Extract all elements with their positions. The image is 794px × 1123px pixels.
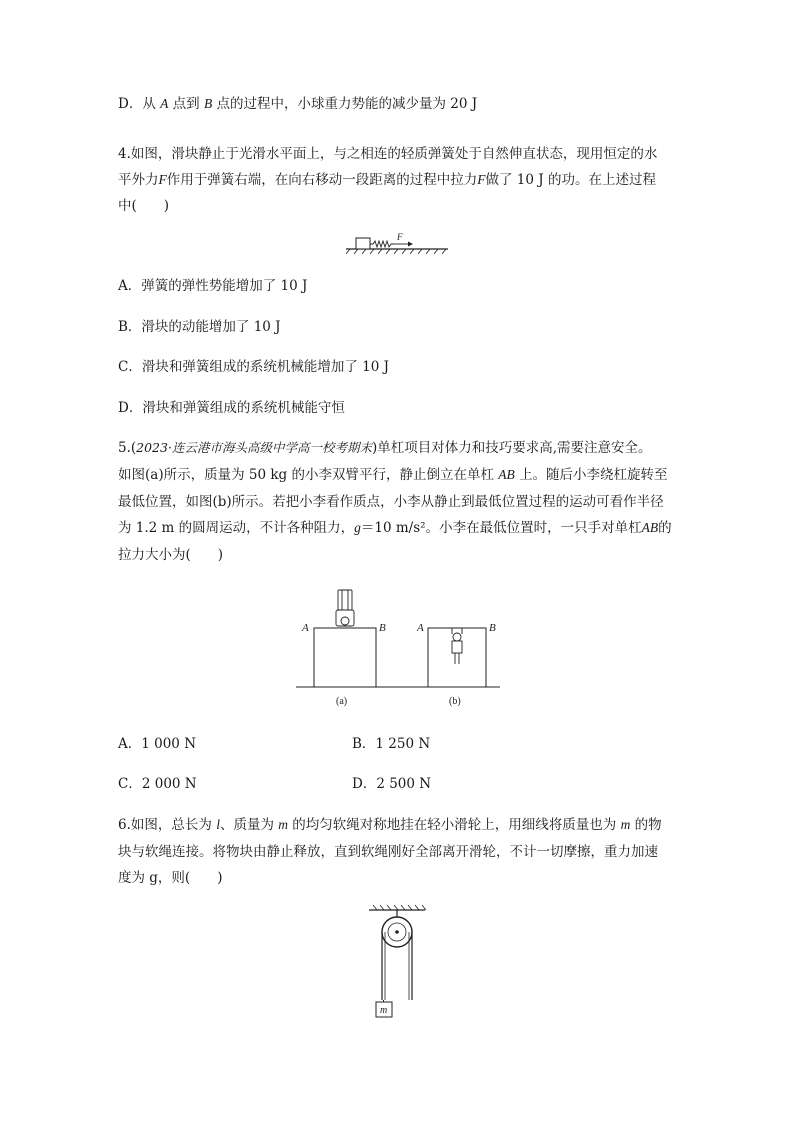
q5-stem-line-4: 为 1.2 m 的圆周运动，不计各种阻力，g＝10 m/s²。小李在最低位置时，一只手对单杠AB的 bbox=[118, 520, 672, 536]
fig-b-label-b: B bbox=[489, 622, 496, 634]
q4-force-label: F bbox=[397, 232, 403, 242]
fig-a-caption: (a) bbox=[336, 696, 348, 707]
q5-stem-line-5: 拉力大小为( ) bbox=[118, 547, 224, 563]
person-hanging-icon bbox=[452, 628, 462, 664]
q6-mass-label: m bbox=[380, 1005, 388, 1016]
fig-a-label-a: A bbox=[302, 622, 309, 634]
q4-option-b: B．滑块的动能增加了 10 J bbox=[118, 319, 281, 335]
q5-option-a: A．1 000 N bbox=[118, 736, 197, 752]
q4-option-d: D．滑块和弹簧组成的系统机械能守恒 bbox=[118, 400, 345, 416]
q6-figure-pulley bbox=[365, 905, 430, 1020]
q5-stem-line-1: 5.(2023·连云港市海头高级中学高一校考期末)单杠项目对体力和技巧要求高,需要注意安全。 bbox=[118, 440, 652, 456]
q5-option-c: C．2 000 N bbox=[118, 776, 197, 792]
q5-option-b: B．1 250 N bbox=[352, 736, 431, 752]
person-inverted-icon bbox=[336, 590, 354, 626]
q5-option-d: D．2 500 N bbox=[352, 776, 432, 792]
q5-stem-line-3: 最低位置，如图(b)所示。若把小李看作质点，小李从静止到最低位置过程的运动可看作半径 bbox=[118, 494, 664, 510]
fig-a-label-b: B bbox=[379, 622, 386, 634]
q5-figure-horizontal-bar bbox=[290, 588, 505, 710]
q4-stem-line-2: 平外力F作用于弹簧右端，在向右移动一段距离的过程中拉力F做了 10 J 的功。在上述过程 bbox=[118, 172, 656, 188]
q4-option-c: C．滑块和弹簧组成的系统机械能增加了 10 J bbox=[118, 359, 390, 375]
q6-stem-line-3: 度为 g，则( ) bbox=[118, 870, 223, 886]
q4-figure-spring-block bbox=[340, 228, 450, 258]
fig-b-caption: (b) bbox=[449, 696, 461, 707]
q6-stem-line-1: 6.如图，总长为 l、质量为 m 的均匀软绳对称地挂在轻小滑轮上，用细线将质量也为 m 的物 bbox=[118, 817, 662, 833]
q4-option-a: A．弹簧的弹性势能增加了 10 J bbox=[118, 278, 308, 294]
prev-option-d: D．从 A 点到 B 点的过程中，小球重力势能的减少量为 20 J bbox=[118, 96, 478, 112]
q4-stem-line-1: 4.如图，滑块静止于光滑水平面上，与之相连的轻质弹簧处于自然伸直状态，现用恒定的水 bbox=[118, 146, 658, 162]
q6-stem-line-2: 块与软绳连接。将物块由静止释放，直到软绳刚好全部离开滑轮，不计一切摩擦，重力加速 bbox=[118, 844, 658, 860]
q5-stem-line-2: 如图(a)所示，质量为 50 kg 的小李双臂平行，静止倒立在单杠 AB 上。随后小李绕杠旋转至 bbox=[118, 467, 668, 483]
fig-b-label-a: A bbox=[417, 622, 424, 634]
q4-stem-line-3: 中( ) bbox=[118, 198, 170, 214]
